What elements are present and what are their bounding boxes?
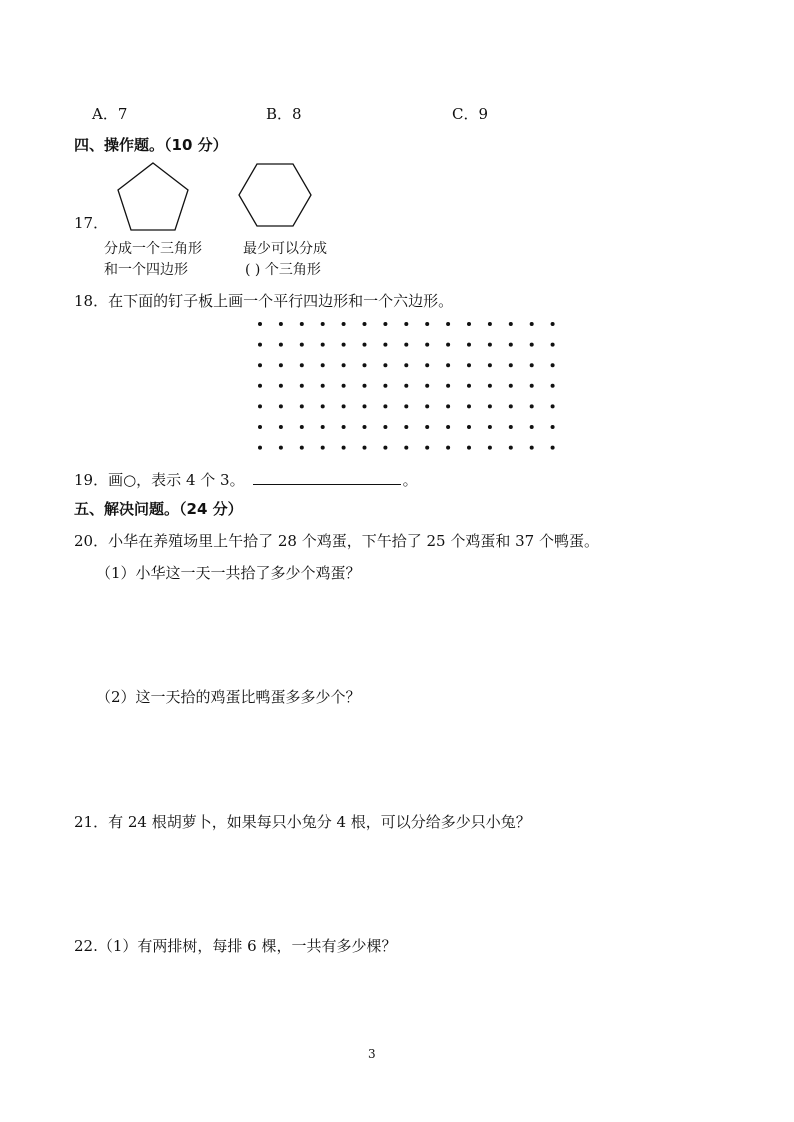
q17-left-caption-2: 和一个四边形	[104, 262, 188, 278]
peg-dot	[258, 322, 262, 326]
peg-dot	[363, 322, 367, 326]
peg-dot	[404, 322, 408, 326]
peg-dot	[530, 404, 534, 408]
peg-dot	[467, 425, 471, 429]
hexagon-shape	[239, 164, 311, 226]
peg-dot	[530, 343, 534, 347]
q20-sub2: （2）这一天拾的鸡蛋比鸭蛋多多少个？	[96, 688, 361, 706]
peg-dot	[300, 446, 304, 450]
pentagon-shape	[118, 163, 188, 230]
option-c: C．9	[452, 105, 489, 123]
peg-dot	[446, 343, 450, 347]
peg-dot	[551, 425, 555, 429]
peg-dot	[509, 343, 513, 347]
peg-dot	[446, 446, 450, 450]
peg-dot	[383, 384, 387, 388]
peg-dot	[321, 363, 325, 367]
peg-dot	[404, 446, 408, 450]
q17-number: 17．	[74, 214, 109, 232]
peg-dot	[258, 446, 262, 450]
peg-dot	[488, 425, 492, 429]
peg-dot	[404, 363, 408, 367]
peg-dot	[342, 404, 346, 408]
peg-dot	[279, 343, 283, 347]
peg-dot	[551, 363, 555, 367]
q19-text: 19．画○，表示 4 个 3。	[74, 471, 245, 489]
peg-dot	[467, 363, 471, 367]
peg-dot	[383, 322, 387, 326]
q18-text: 18．在下面的钉子板上画一个平行四边形和一个六边形。	[74, 292, 454, 310]
peg-dot	[488, 363, 492, 367]
peg-dot	[300, 384, 304, 388]
peg-dot	[425, 363, 429, 367]
peg-dot	[342, 384, 346, 388]
peg-dot	[530, 384, 534, 388]
peg-dot	[551, 343, 555, 347]
peg-dot	[300, 322, 304, 326]
peg-dot	[425, 425, 429, 429]
peg-dot	[530, 363, 534, 367]
peg-dot	[404, 343, 408, 347]
peg-dot	[300, 425, 304, 429]
peg-dot	[258, 343, 262, 347]
q17-left-caption-1: 分成一个三角形	[104, 241, 202, 257]
peg-dot	[509, 446, 513, 450]
peg-dot	[551, 384, 555, 388]
q19-line	[74, 469, 418, 490]
option-a: A．7	[92, 105, 128, 123]
peg-dot	[363, 363, 367, 367]
peg-dot	[404, 384, 408, 388]
q17-right-caption-1: 最少可以分成	[243, 241, 327, 257]
peg-dot	[279, 322, 283, 326]
peg-dot	[321, 404, 325, 408]
peg-dot	[342, 322, 346, 326]
peg-dot	[404, 425, 408, 429]
peg-dot	[363, 343, 367, 347]
peg-dot	[467, 404, 471, 408]
peg-dot	[383, 343, 387, 347]
peg-dot	[467, 384, 471, 388]
peg-dot	[342, 343, 346, 347]
q21-text: 21．有 24 根胡萝卜，如果每只小兔分 4 根，可以分给多少只小兔？	[74, 813, 531, 831]
peg-dot	[425, 384, 429, 388]
peg-dot	[509, 363, 513, 367]
peg-dot	[258, 404, 262, 408]
peg-dot	[321, 425, 325, 429]
peg-dot	[300, 404, 304, 408]
peg-dot	[467, 446, 471, 450]
peg-dot	[425, 446, 429, 450]
peg-dot	[363, 384, 367, 388]
pegboard	[252, 318, 562, 458]
peg-dot	[509, 404, 513, 408]
q22-text: 22.（1）有两排树，每排 6 棵，一共有多少棵？	[74, 937, 397, 955]
peg-dot	[300, 343, 304, 347]
peg-dot	[446, 425, 450, 429]
peg-dot	[467, 343, 471, 347]
peg-dot	[509, 384, 513, 388]
peg-dot	[509, 425, 513, 429]
peg-dot	[342, 363, 346, 367]
section-5-title: 五、解决问题。（24 分）	[74, 500, 243, 518]
peg-dot	[321, 446, 325, 450]
peg-dot	[342, 425, 346, 429]
peg-dot	[321, 384, 325, 388]
peg-dot	[321, 343, 325, 347]
peg-dot	[279, 404, 283, 408]
peg-dot	[363, 446, 367, 450]
peg-dot	[258, 363, 262, 367]
peg-dot	[342, 446, 346, 450]
peg-dot	[446, 384, 450, 388]
q17-right-caption-2: ( ) 个三角形	[245, 262, 321, 278]
q19-answer-blank[interactable]	[253, 470, 401, 485]
peg-dot	[530, 322, 534, 326]
peg-dot	[530, 446, 534, 450]
peg-dot	[488, 384, 492, 388]
peg-dot	[488, 404, 492, 408]
q20-sub1: （1）小华这一天一共拾了多少个鸡蛋？	[96, 564, 361, 582]
peg-dot	[425, 322, 429, 326]
peg-dot	[363, 425, 367, 429]
peg-dot	[321, 322, 325, 326]
peg-dot	[551, 322, 555, 326]
peg-dot	[383, 425, 387, 429]
peg-dot	[530, 425, 534, 429]
peg-dot	[279, 425, 283, 429]
peg-dot	[279, 384, 283, 388]
section-4-title: 四、操作题。（10 分）	[74, 136, 228, 154]
peg-dot	[488, 446, 492, 450]
peg-dot	[446, 322, 450, 326]
peg-dot	[488, 343, 492, 347]
option-b: B．8	[266, 105, 302, 123]
peg-dot	[488, 322, 492, 326]
peg-dot	[363, 404, 367, 408]
peg-dot	[258, 425, 262, 429]
page-number: 3	[368, 1047, 376, 1061]
peg-dot	[258, 384, 262, 388]
peg-dot	[300, 363, 304, 367]
peg-dot	[425, 343, 429, 347]
q19-end: 。	[402, 471, 418, 489]
peg-dot	[383, 404, 387, 408]
peg-dot	[446, 404, 450, 408]
peg-dot	[404, 404, 408, 408]
q20-text: 20．小华在养殖场里上午拾了 28 个鸡蛋，下午拾了 25 个鸡蛋和 37 个鸭蛋。	[74, 532, 599, 550]
peg-dot	[467, 322, 471, 326]
peg-dot	[509, 322, 513, 326]
peg-dot	[383, 446, 387, 450]
peg-dot	[279, 446, 283, 450]
peg-dot	[551, 404, 555, 408]
peg-dot	[383, 363, 387, 367]
peg-dot	[279, 363, 283, 367]
peg-dot	[551, 446, 555, 450]
peg-dot	[446, 363, 450, 367]
peg-dot	[425, 404, 429, 408]
